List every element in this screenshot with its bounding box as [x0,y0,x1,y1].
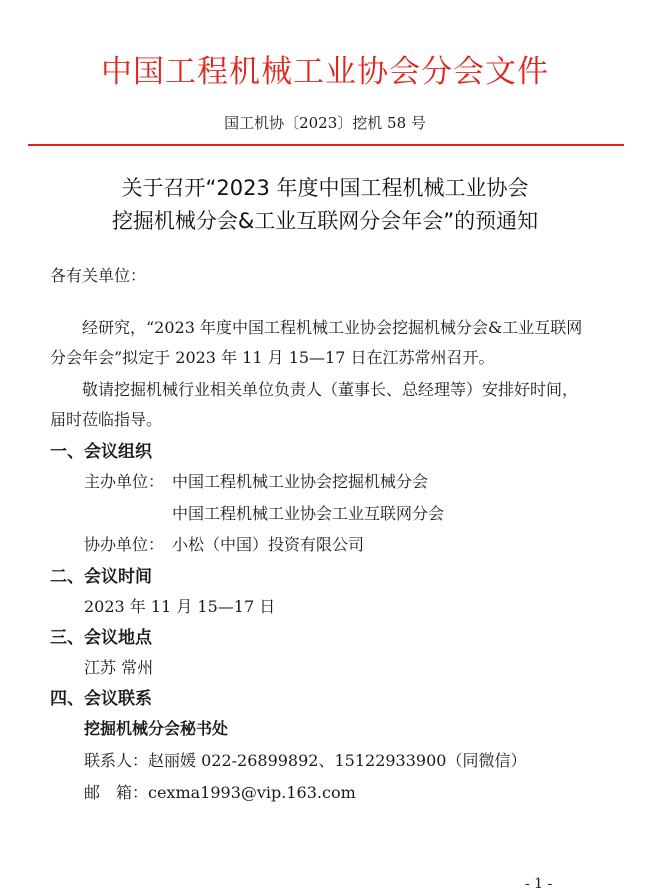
section-time-heading: 二、会议时间 [50,567,152,587]
paragraph-1-line-1: 经研究，“2023 年度中国工程机械工业协会挖掘机械分会&工业互联网 [82,318,583,337]
co-host-label: 协办单位： [84,535,165,554]
host-label: 主办单位： [84,472,165,491]
host-organization-1: 中国工程机械工业协会挖掘机械分会 [172,472,429,491]
issuer-header-title: 中国工程机械工业协会分会文件 [101,54,549,90]
paragraph-2-line-1: 敬请挖掘机械行业相关单位负责人（董事长、总经理等）安排好时间， [82,380,579,399]
red-divider-rule [28,144,624,146]
host-organization-2: 中国工程机械工业协会工业互联网分会 [172,504,445,523]
meeting-location: 江苏 常州 [84,658,154,677]
notice-title-line-1: 关于召开“2023 年度中国工程机械工业协会 [121,176,529,200]
contact-person: 联系人：赵丽媛 022-26899892、15122933900（同微信） [84,751,527,770]
section-organization-heading: 一、会议组织 [50,442,152,462]
contact-email: 邮 箱：cexma1993@vip.163.com [84,783,356,802]
salutation: 各有关单位： [50,266,147,285]
notice-title-line-2: 挖掘机械分会&工业互联网分会年会”的预通知 [111,209,539,233]
section-contact-heading: 四、会议联系 [50,689,152,709]
co-host-organization: 小松（中国）投资有限公司 [172,535,365,554]
paragraph-2-line-2: 届时莅临指导。 [50,410,163,429]
meeting-time: 2023 年 11 月 15—17 日 [84,597,276,616]
page-number: - 1 - [525,876,553,892]
contact-office: 挖掘机械分会秘书处 [84,719,229,738]
document-number: 国工机协〔2023〕挖机 58 号 [224,114,426,132]
paragraph-1-line-2: 分会年会”拟定于 2023 年 11 月 15—17 日在江苏常州召开。 [50,348,495,367]
section-location-heading: 三、会议地点 [50,628,152,648]
